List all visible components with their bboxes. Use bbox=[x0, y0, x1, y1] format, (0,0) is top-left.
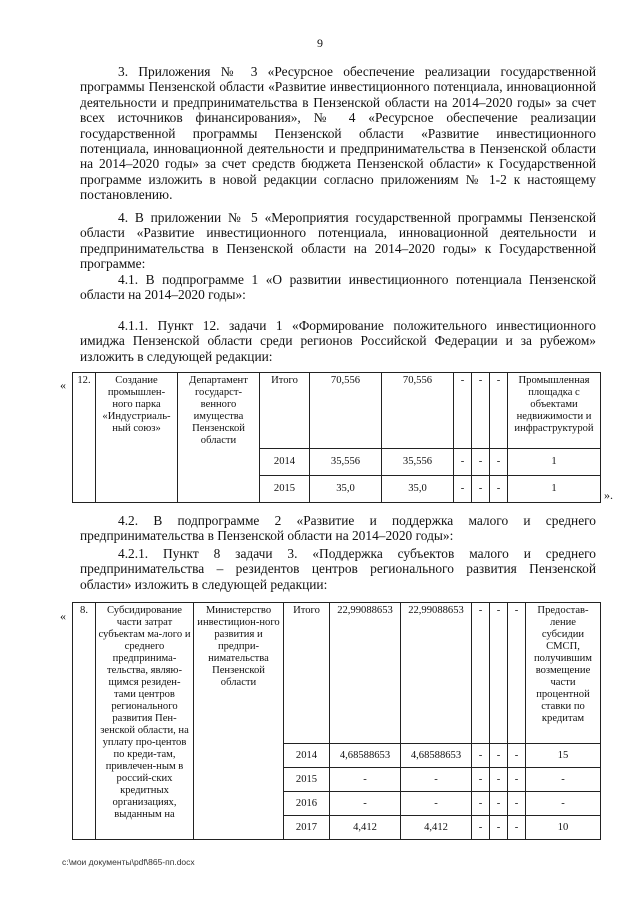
budget-cell: 35,556 bbox=[382, 449, 454, 476]
dash-cell: - bbox=[490, 744, 508, 768]
measures-table-1 bbox=[72, 372, 601, 503]
dash-cell: - bbox=[472, 792, 490, 816]
dash-cell: - bbox=[508, 603, 526, 744]
year-cell: Итого bbox=[260, 373, 310, 449]
budget-cell: - bbox=[401, 792, 472, 816]
paragraph-4-1: 4.1. В подпрограмме 1 «О развитии инвестиционного потенциала Пензенской области на 2014–2020 годы»: bbox=[80, 272, 596, 303]
year-cell: 2016 bbox=[284, 792, 330, 816]
budget-cell: 22,99088653 bbox=[401, 603, 472, 744]
indicator-cell: Предостав-ление субсидии СМСП, получившим возмещение части процентной ставки по кредитам bbox=[526, 603, 601, 744]
item-number: 8. bbox=[73, 603, 96, 840]
dash-cell: - bbox=[508, 816, 526, 840]
table-row bbox=[73, 603, 601, 744]
year-cell: Итого bbox=[284, 603, 330, 744]
dash-cell: - bbox=[508, 768, 526, 792]
dash-cell: - bbox=[472, 476, 490, 503]
year-cell: 2015 bbox=[260, 476, 310, 503]
dash-cell: - bbox=[472, 816, 490, 840]
total-cell: 4,412 bbox=[330, 816, 401, 840]
paragraph-4-2: 4.2. В подпрограмме 2 «Развитие и поддержка малого и среднего предпринимательства в Пензенской области на 2014–2020 годы»: bbox=[80, 513, 596, 544]
open-quote-1: « bbox=[60, 378, 66, 392]
dash-cell: - bbox=[490, 816, 508, 840]
close-quote-1: ». bbox=[604, 488, 613, 502]
value-cell: 15 bbox=[526, 744, 601, 768]
budget-cell: 35,0 bbox=[382, 476, 454, 503]
paragraph-4-1-1: 4.1.1. Пункт 12. задачи 1 «Формирование положительного инвестиционного имиджа Пензенской области среди регионов Российской Федерации и за рубежом» изложить в следующей редакции: bbox=[80, 318, 596, 364]
year-cell: 2017 bbox=[284, 816, 330, 840]
total-cell: - bbox=[330, 792, 401, 816]
executor: Департамент государст-венного имущества Пензенской области bbox=[178, 373, 260, 503]
measure-name: Субсидирование части затрат субъектам ма-лого и среднего предпринима-тельства, являю-щимся резиден-тами центров регионального развития Пен-зенской области, на уплату про-центов по креди-там, привлечен-ным в россий-ских кредитных организациях, выданным на bbox=[96, 603, 194, 840]
paragraph-3: 3. Приложения № 3 «Ресурсное обеспечение реализации государственной программы Пензенской области «Развитие инвестиционного потенциала, инновационной деятельности и предпринимательства в Пензенской области на 2014–2020 годы» за счет всех источников финансирования», № 4 «Ресурсное обеспечение реализации государственной программы Пензенской области «Развитие инвестиционного потенциала, инновационной деятельности и предпринимательства в Пензенской области на 2014–2020 годы» за счет средств бюджета Пензенской области» к Государственной программе изложить в новой редакции согласно приложениям № 1-2 к настоящему постановлению. bbox=[80, 64, 596, 203]
item-number: 12. bbox=[73, 373, 96, 503]
value-cell: 1 bbox=[508, 449, 601, 476]
dash-cell: - bbox=[472, 373, 490, 449]
dash-cell: - bbox=[454, 449, 472, 476]
dash-cell: - bbox=[490, 603, 508, 744]
dash-cell: - bbox=[472, 449, 490, 476]
value-cell: - bbox=[526, 768, 601, 792]
indicator-cell: Промышленная площадка с объектами недвижимости и инфраструктурой bbox=[508, 373, 601, 449]
page-number: 9 bbox=[317, 36, 323, 50]
paragraph-4-2-1: 4.2.1. Пункт 8 задачи 3. «Поддержка субъектов малого и среднего предпринимательства – резидентов центров регионального развития Пензенской области» изложить в следующей редакции: bbox=[80, 546, 596, 592]
dash-cell: - bbox=[490, 373, 508, 449]
dash-cell: - bbox=[490, 476, 508, 503]
budget-cell: 70,556 bbox=[382, 373, 454, 449]
value-cell: - bbox=[526, 792, 601, 816]
value-cell: 1 bbox=[508, 476, 601, 503]
value-cell: 10 bbox=[526, 816, 601, 840]
dash-cell: - bbox=[472, 768, 490, 792]
total-cell: 35,556 bbox=[310, 449, 382, 476]
budget-cell: 4,68588653 bbox=[401, 744, 472, 768]
dash-cell: - bbox=[508, 744, 526, 768]
total-cell: 22,99088653 bbox=[330, 603, 401, 744]
dash-cell: - bbox=[490, 768, 508, 792]
measures-table-2 bbox=[72, 602, 601, 840]
dash-cell: - bbox=[472, 603, 490, 744]
total-cell: 70,556 bbox=[310, 373, 382, 449]
dash-cell: - bbox=[508, 792, 526, 816]
total-cell: 4,68588653 bbox=[330, 744, 401, 768]
open-quote-2: « bbox=[60, 609, 66, 623]
total-cell: - bbox=[330, 768, 401, 792]
dash-cell: - bbox=[454, 373, 472, 449]
paragraph-4: 4. В приложении № 5 «Мероприятия государственной программы Пензенской области «Развитие инвестиционного потенциала, инновационной деятельности и предпринимательства в Пензенской области на 2014–2020 годы» к Государственной программе: bbox=[80, 210, 596, 272]
dash-cell: - bbox=[472, 744, 490, 768]
footer-file-path: c:\мои документы\pdf\865-пп.docx bbox=[62, 857, 195, 867]
budget-cell: - bbox=[401, 768, 472, 792]
year-cell: 2015 bbox=[284, 768, 330, 792]
total-cell: 35,0 bbox=[310, 476, 382, 503]
dash-cell: - bbox=[490, 792, 508, 816]
table-row bbox=[73, 373, 601, 449]
measure-name: Создание промышлен-ного парка «Индустриаль-ный союз» bbox=[96, 373, 178, 503]
year-cell: 2014 bbox=[260, 449, 310, 476]
dash-cell: - bbox=[490, 449, 508, 476]
budget-cell: 4,412 bbox=[401, 816, 472, 840]
dash-cell: - bbox=[454, 476, 472, 503]
year-cell: 2014 bbox=[284, 744, 330, 768]
executor: Министерство инвестицион-ного развития и предпри-нимательства Пензенской области bbox=[194, 603, 284, 840]
